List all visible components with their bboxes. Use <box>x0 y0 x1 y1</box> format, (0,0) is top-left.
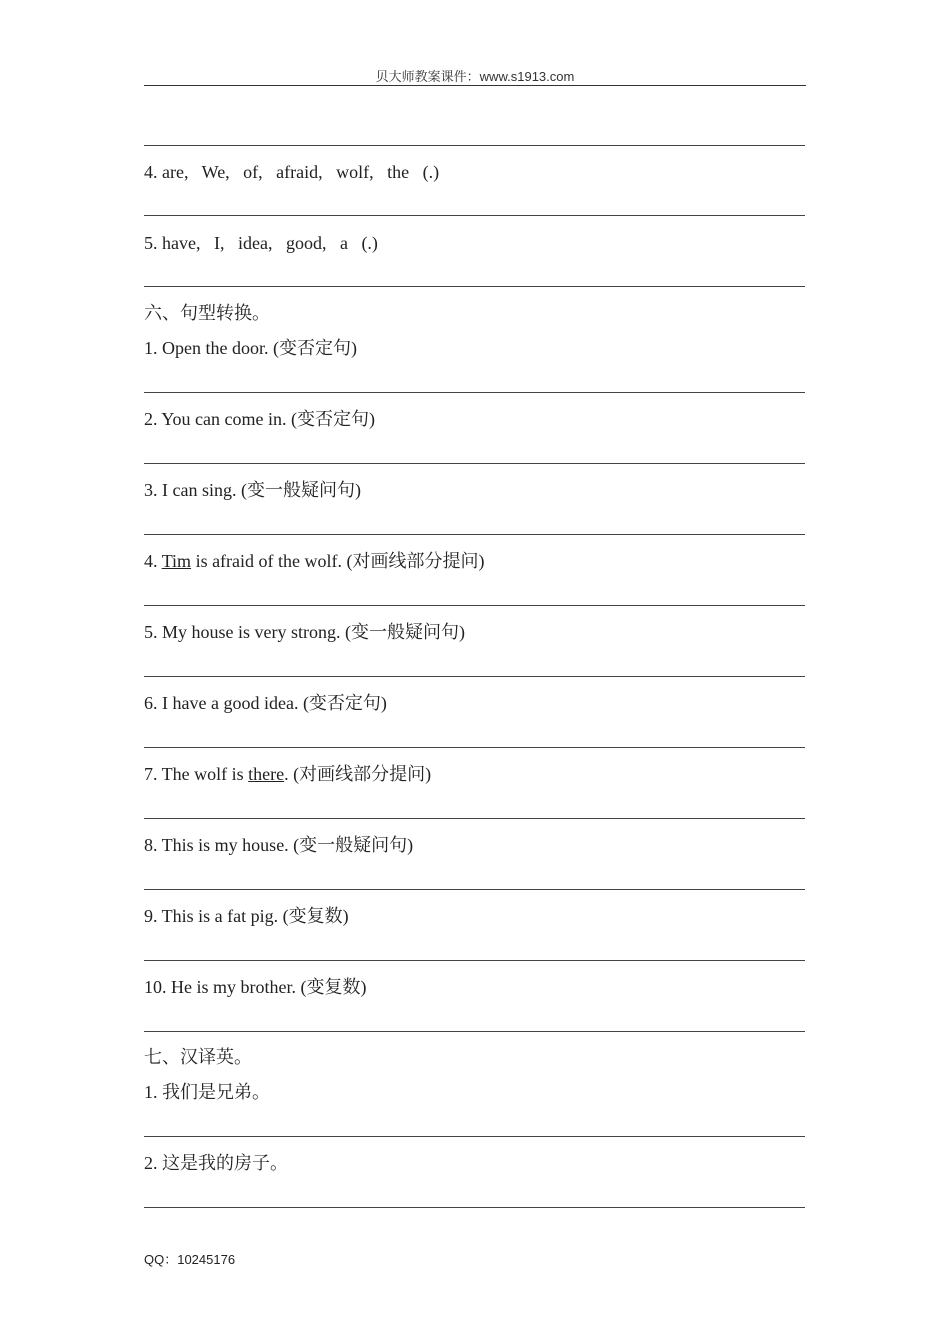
header-rule <box>144 85 806 86</box>
answer-line <box>144 676 805 677</box>
reorder-item-5: 5. have, I, idea, good, a (.) <box>144 233 378 253</box>
question-item: 6. I have a good idea. (变否定句) <box>144 693 387 713</box>
question-item: 10. He is my brother. (变复数) <box>144 977 367 997</box>
section-6-title: 六、句型转换。 <box>144 303 270 323</box>
question-item: 8. This is my house. (变一般疑问句) <box>144 835 414 855</box>
translation-item: 2. 这是我的房子。 <box>144 1153 288 1173</box>
translation-item: 1. 我们是兄弟。 <box>144 1082 270 1102</box>
reorder-item-4: 4. are, We, of, afraid, wolf, the (.) <box>144 162 440 182</box>
answer-line <box>144 889 805 890</box>
question-item: 2. You can come in. (变否定句) <box>144 409 375 429</box>
answer-line <box>144 818 805 819</box>
underlined-word: there <box>248 764 285 784</box>
page-footer: QQ：10245176 <box>144 1252 236 1267</box>
answer-line <box>144 215 805 216</box>
page-header: 贝大师教案课件：www.s1913.com <box>375 69 575 84</box>
answer-line <box>144 747 805 748</box>
answer-line <box>144 1207 805 1208</box>
answer-line <box>144 960 805 961</box>
answer-line <box>144 145 805 146</box>
answer-line <box>144 534 805 535</box>
answer-line <box>144 286 805 287</box>
answer-line <box>144 1031 805 1032</box>
answer-line <box>144 1136 805 1137</box>
question-item: 3. I can sing. (变一般疑问句) <box>144 480 361 500</box>
question-item: 1. Open the door. (变否定句) <box>144 338 357 358</box>
question-item: 9. This is a fat pig. (变复数) <box>144 906 349 926</box>
answer-line <box>144 605 805 606</box>
question-item: 5. My house is very strong. (变一般疑问句) <box>144 622 465 642</box>
answer-line <box>144 463 805 464</box>
question-item: 7. The wolf is there. (对画线部分提问) <box>144 764 432 784</box>
underlined-word: Tim <box>161 551 192 571</box>
question-item: 4. Tim is afraid of the wolf. (对画线部分提问) <box>144 551 485 571</box>
section-7-title: 七、汉译英。 <box>144 1047 252 1067</box>
answer-line <box>144 392 805 393</box>
